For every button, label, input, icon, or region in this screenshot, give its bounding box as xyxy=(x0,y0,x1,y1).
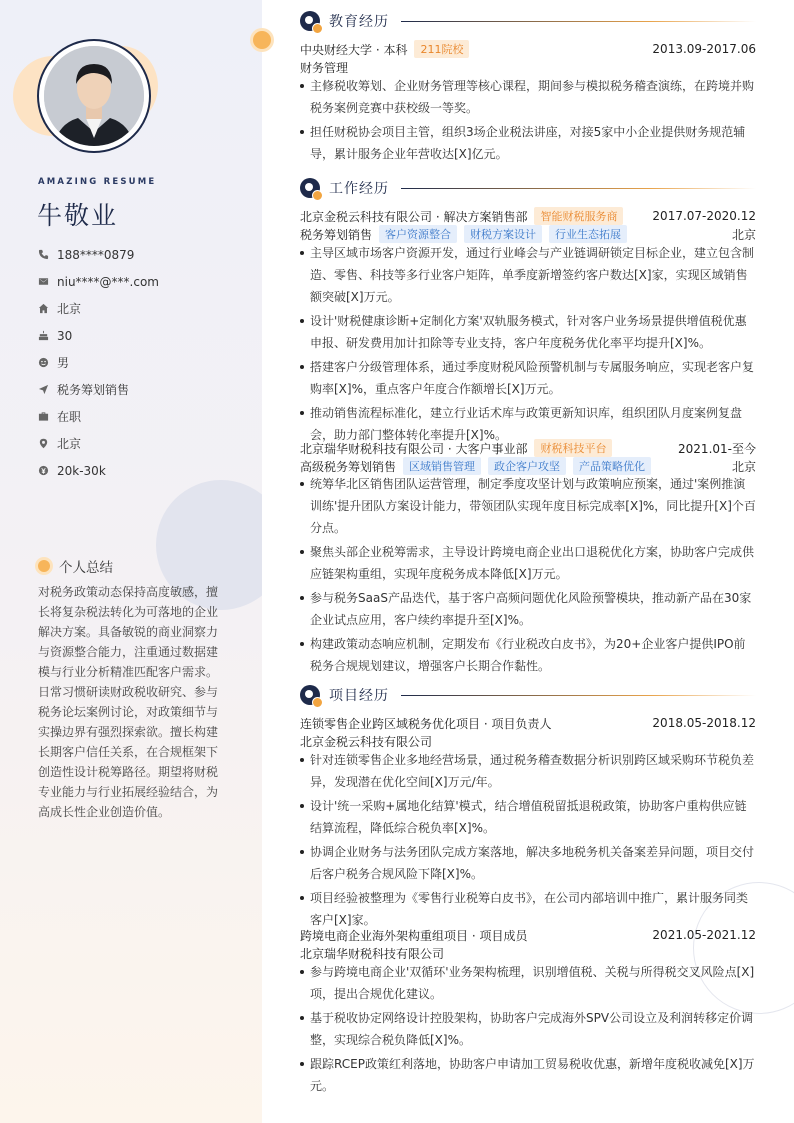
major-row xyxy=(300,58,756,76)
job-date: 2017.07-2020.12 xyxy=(652,209,756,223)
education-title: 教育经历 xyxy=(329,14,389,30)
info-status xyxy=(38,403,159,430)
home-icon xyxy=(38,303,49,314)
info-home xyxy=(38,295,159,322)
skill-tag: 产品策略优化 xyxy=(573,457,651,475)
project-date: 2018.05-2018.12 xyxy=(652,716,756,730)
company-tag: 财税科技平台 xyxy=(534,439,612,457)
list-item: 跟踪RCEP政策红利落地，协助客户申请加工贸易税收优惠，新增年度税收减免[X]万元。 xyxy=(300,1053,756,1097)
list-item: 推动销售流程标准化，建立行业话术库与政策更新知识库，组织团队月度案例复盘会，助力部门整体转化率提升[X]%。 xyxy=(300,402,756,446)
project-company: 北京瑞华财税科技有限公司 xyxy=(300,946,445,961)
section-divider xyxy=(401,695,756,696)
job-1-role-row xyxy=(300,225,756,243)
job-company: 北京金税云科技有限公司 · 解决方案销售部 xyxy=(300,209,528,224)
projects-title: 项目经历 xyxy=(329,688,389,704)
cake-icon xyxy=(38,330,49,341)
info-list xyxy=(38,241,159,484)
list-item: 搭建客户分级管理体系，通过季度财税风险预警机制与专属服务响应，实现老客户复购率[X]%，重点客户年度合作额增长[X]万元。 xyxy=(300,356,756,400)
project-company: 北京金税云科技有限公司 xyxy=(300,734,433,749)
project-2-header xyxy=(300,926,756,944)
list-item: 主修税收筹划、企业财务管理等核心课程，期间参与模拟税务稽查演练，在跨境并购税务案例竞赛中获校级一等奖。 xyxy=(300,75,756,119)
job-role: 高级税务筹划销售 xyxy=(300,459,397,474)
project-1-company-row xyxy=(300,732,756,750)
status-text: 在职 xyxy=(57,410,82,424)
salary-text: 20k-30k xyxy=(57,463,106,478)
candidate-name: 牛敬业 xyxy=(37,201,119,230)
section-badge-icon xyxy=(300,685,320,705)
list-item: 基于税收协定网络设计控股架构，协助客户完成海外SPV公司设立及利润转移定价调整，实现综合税负降低[X]%。 xyxy=(300,1007,756,1051)
project-name: 连锁零售企业跨区域税务优化项目 · 项目负责人 xyxy=(300,716,552,731)
job-company: 北京瑞华财税科技有限公司 · 大客户事业部 xyxy=(300,441,528,456)
summary-text: 对税务政策动态保持高度敏感，擅长将复杂税法转化为可落地的企业解决方案。具备敏锐的商业洞察力与资源整合能力，注重通过数据建模与行业分析精准匹配客户需求。日常习惯研读财政税收研究、参与税务论坛案例讨论，对政策细节与实操边界有强烈探索欲。擅长构建长期客户信任关系，在合规框架下创造性设计税筹路径。期望将财税专业能力与行业拓展经验结合，为高成长性企业创造价值。 xyxy=(38,585,219,819)
person-photo-icon xyxy=(44,46,144,146)
email-text: niu****@***.com xyxy=(57,274,159,289)
job-1-header xyxy=(300,207,756,225)
project-date: 2021.05-2021.12 xyxy=(652,928,756,942)
briefcase-icon xyxy=(38,411,49,422)
list-item: 设计'统一采购+属地化结算'模式，结合增值税留抵退税政策，协助客户重构供应链结算流程，降低综合税负率[X]%。 xyxy=(300,795,756,839)
list-item: 协调企业财务与法务团队完成方案落地，解决多地税务机关备案差异问题，项目交付后客户税务合规风险下降[X]%。 xyxy=(300,841,756,885)
info-age xyxy=(38,322,159,349)
list-item: 担任财税协会项目主管，组织3场企业税法讲座，对接5家中小企业提供财务规范辅导，累计服务企业年营收达[X]亿元。 xyxy=(300,121,756,165)
position-text: 税务筹划销售 xyxy=(57,383,130,397)
avatar xyxy=(44,46,144,146)
section-divider xyxy=(401,188,756,189)
list-item: 统筹华北区销售团队运营管理，制定季度攻坚计划与政策响应预案，通过'案例推演训练'提升团队方案设计能力，带领团队实现年度目标完成率[X]%，同比提升[X]个百分点。 xyxy=(300,473,756,539)
project-2-company-row xyxy=(300,944,756,962)
skill-tag: 政企客户攻坚 xyxy=(488,457,566,475)
section-badge-icon xyxy=(300,11,320,31)
skill-tag: 区域销售管理 xyxy=(403,457,481,475)
list-item: 聚焦头部企业税筹需求，主导设计跨境电商企业出口退税优化方案，协助客户完成供应链架构重组，实现年度税务成本降低[X]万元。 xyxy=(300,541,756,585)
company-tag: 智能财税服务商 xyxy=(534,207,623,225)
job-2-bullets xyxy=(300,473,756,679)
job-1-bullets xyxy=(300,242,756,448)
list-item: 设计'财税健康诊断+定制化方案'双轨服务模式，针对客户业务场景提供增值税优惠申报、研发费用加计扣除等专业支持，客户年度税务优化率平均提升[X]%。 xyxy=(300,310,756,354)
list-item: 参与税务SaaS产品迭代，基于客户高频问题优化风险预警模块，推动新产品在30家企业试点应用，客户续约率提升至[X]%。 xyxy=(300,587,756,631)
home-text: 北京 xyxy=(57,302,82,316)
work-title: 工作经历 xyxy=(329,181,389,197)
projects-heading xyxy=(300,684,756,706)
project-1-bullets xyxy=(300,749,756,933)
info-email xyxy=(38,268,159,295)
school-tag: 211院校 xyxy=(414,40,469,58)
summary-dot-icon xyxy=(38,560,50,572)
list-item: 构建政策动态响应机制，定期发布《行业税改白皮书》，为20+企业客户提供IPO前税务合规规划建议，增强客户长期合作黏性。 xyxy=(300,633,756,677)
education-date: 2013.09-2017.06 xyxy=(652,42,756,56)
skill-tag: 行业生态拓展 xyxy=(549,225,627,243)
job-role: 税务筹划销售 xyxy=(300,227,373,242)
summary-heading xyxy=(38,556,113,576)
work-heading xyxy=(300,177,756,199)
education-bullets xyxy=(300,75,756,167)
info-position xyxy=(38,376,159,403)
sidebar xyxy=(0,0,262,1123)
project-2-bullets xyxy=(300,961,756,1099)
info-gender xyxy=(38,349,159,376)
location-icon xyxy=(38,438,49,449)
job-date: 2021.01-至今 xyxy=(678,441,756,456)
avatar-frame xyxy=(37,39,151,153)
education-heading xyxy=(300,10,756,32)
gender-icon xyxy=(38,357,49,368)
list-item: 主导区域市场客户资源开发，通过行业峰会与产业链调研锁定目标企业，建立包含制造、零售、科技等多行业客户矩阵，单季度新增签约客户数达[X]家，实现区域销售额突破[X]万元。 xyxy=(300,242,756,308)
section-divider xyxy=(401,21,756,22)
resume-tagline: AMAZING RESUME xyxy=(38,177,157,187)
age-text: 30 xyxy=(57,328,73,343)
info-location xyxy=(38,430,159,457)
project-name: 跨境电商企业海外架构重组项目 · 项目成员 xyxy=(300,928,528,943)
school-name: 中央财经大学 · 本科 xyxy=(300,42,408,57)
decor-half-circle-orange xyxy=(253,31,271,49)
mail-icon xyxy=(38,276,49,287)
summary-title: 个人总结 xyxy=(59,560,113,576)
skill-tag: 财税方案设计 xyxy=(464,225,542,243)
gender-text: 男 xyxy=(57,356,70,370)
phone-text: 188****0879 xyxy=(57,247,135,262)
list-item: 针对连锁零售企业多地经营场景，通过税务稽查数据分析识别跨区域采购环节税负差异，发现潜在优化空间[X]万元/年。 xyxy=(300,749,756,793)
skill-tag: 客户资源整合 xyxy=(379,225,457,243)
info-phone xyxy=(38,241,159,268)
salary-icon xyxy=(38,465,49,476)
list-item: 项目经验被整理为《零售行业税筹白皮书》，在公司内部培训中推广，累计服务同类客户[X]家。 xyxy=(300,887,756,931)
job-city: 北京 xyxy=(731,227,756,242)
major-name: 财务管理 xyxy=(300,60,349,75)
location-text: 北京 xyxy=(57,437,82,451)
job-city: 北京 xyxy=(731,459,756,474)
list-item: 参与跨境电商企业'双循环'业务架构梳理，识别增值税、关税与所得税交叉风险点[X]项，提出合规优化建议。 xyxy=(300,961,756,1005)
info-salary xyxy=(38,457,159,484)
education-row xyxy=(300,40,756,58)
job-2-header xyxy=(300,439,756,457)
section-badge-icon xyxy=(300,178,320,198)
send-icon xyxy=(38,384,49,395)
phone-icon xyxy=(38,249,49,260)
project-1-header xyxy=(300,714,756,732)
